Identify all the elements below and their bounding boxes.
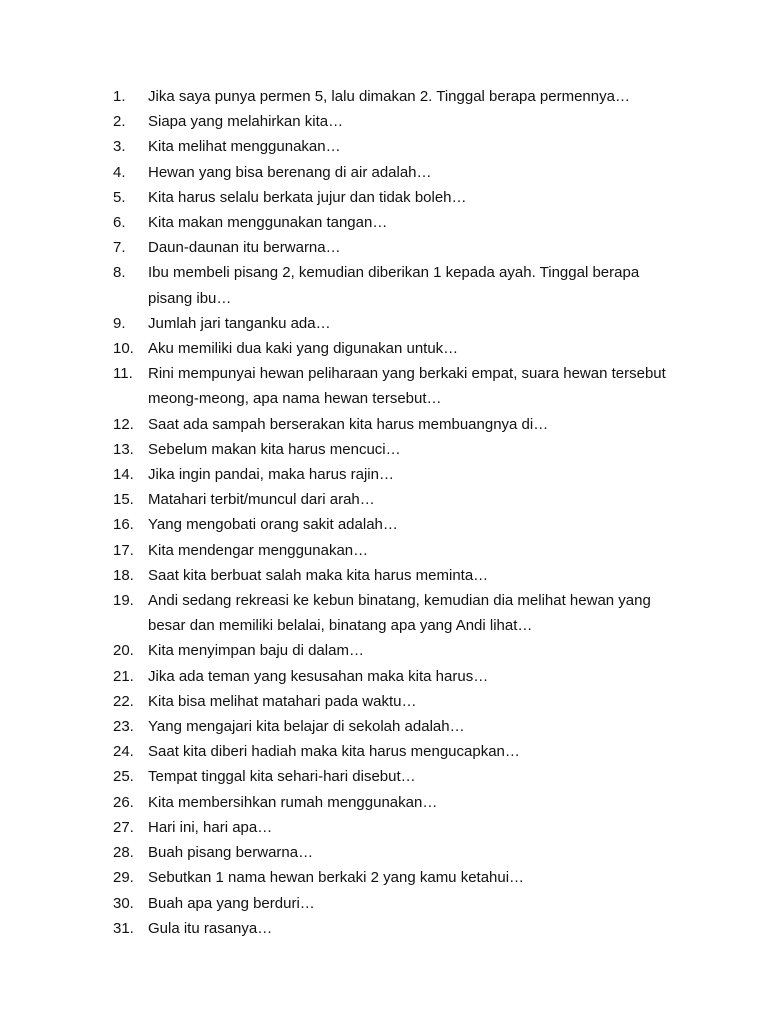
question-number: 8.: [113, 264, 126, 282]
question-number: 11.: [113, 365, 133, 383]
question-number: 24.: [113, 743, 134, 761]
question-item: [113, 512, 683, 537]
question-item: [113, 84, 683, 109]
question-number: 20.: [113, 642, 134, 660]
question-number: 27.: [113, 818, 134, 836]
question-text: Andi sedang rekreasi ke kebun binatang, kemudian dia melihat hewan yang besar dan memiliki belalai, binatang apa yang Andi lihat…: [148, 592, 651, 635]
question-item: [113, 160, 683, 185]
question-item: [113, 210, 683, 235]
question-number: 15.: [113, 491, 134, 509]
question-text: Aku memiliki dua kaki yang digunakan untuk…: [148, 340, 459, 358]
question-number: 31.: [113, 919, 134, 937]
question-text: Jika ingin pandai, maka harus rajin…: [148, 466, 394, 484]
question-item: [113, 538, 683, 563]
question-text: Hari ini, hari apa…: [148, 818, 273, 836]
question-text: Saat kita diberi hadiah maka kita harus mengucapkan…: [148, 743, 520, 761]
question-number: 16.: [113, 516, 134, 534]
question-number: 2.: [113, 113, 126, 131]
question-number: 25.: [113, 768, 134, 786]
question-item: [113, 336, 683, 361]
question-number: 14.: [113, 466, 134, 484]
question-item: [113, 311, 683, 336]
question-item: [113, 185, 683, 210]
question-text: Jika ada teman yang kesusahan maka kita harus…: [148, 667, 489, 685]
question-text: Kita melihat menggunakan…: [148, 138, 341, 156]
question-text: Siapa yang melahirkan kita…: [148, 113, 344, 131]
question-text: Kita harus selalu berkata jujur dan tidak boleh…: [148, 188, 467, 206]
question-item: [113, 689, 683, 714]
question-text: Rini mempunyai hewan peliharaan yang berkaki empat, suara hewan tersebut meong-meong, apa nama hewan tersebut…: [148, 365, 666, 408]
question-item: [113, 840, 683, 865]
question-text: Ibu membeli pisang 2, kemudian diberikan 1 kepada ayah. Tinggal berapa pisang ibu…: [148, 264, 640, 307]
question-item: [113, 664, 683, 689]
question-list: [113, 84, 683, 941]
question-number: 7.: [113, 239, 126, 257]
question-text: Jumlah jari tanganku ada…: [148, 314, 331, 332]
question-number: 28.: [113, 844, 134, 862]
question-item: [113, 638, 683, 663]
question-item: [113, 815, 683, 840]
question-number: 10.: [113, 340, 134, 358]
question-number: 4.: [113, 163, 126, 181]
question-item: [113, 134, 683, 159]
question-text: Daun-daunan itu berwarna…: [148, 239, 341, 257]
question-item: [113, 235, 683, 260]
question-text: Gula itu rasanya…: [148, 919, 273, 937]
question-text: Hewan yang bisa berenang di air adalah…: [148, 163, 432, 181]
question-number: 22.: [113, 692, 134, 710]
question-text: Jika saya punya permen 5, lalu dimakan 2. Tinggal berapa permennya…: [148, 88, 630, 105]
question-text: Yang mengajari kita belajar di sekolah adalah…: [148, 718, 465, 736]
question-item: [113, 714, 683, 739]
question-number: 13.: [113, 440, 134, 458]
question-text: Kita mendengar menggunakan…: [148, 541, 369, 559]
question-item: [113, 487, 683, 512]
question-number: 12.: [113, 415, 134, 433]
question-number: 26.: [113, 793, 134, 811]
question-text: Saat kita berbuat salah maka kita harus meminta…: [148, 566, 489, 584]
question-number: 5.: [113, 188, 126, 206]
question-text: Kita bisa melihat matahari pada waktu…: [148, 692, 417, 710]
question-item: [113, 891, 683, 916]
question-text: Buah apa yang berduri…: [148, 894, 315, 912]
question-number: 29.: [113, 869, 134, 887]
question-item: [113, 865, 683, 890]
question-item: [113, 260, 683, 310]
question-item: [113, 916, 683, 941]
question-number: 21.: [113, 667, 134, 685]
question-text: Saat ada sampah berserakan kita harus membuangnya di…: [148, 415, 549, 433]
question-number: 9.: [113, 314, 126, 332]
question-item: [113, 764, 683, 789]
question-item: [113, 739, 683, 764]
question-number: 23.: [113, 718, 134, 736]
question-text: Tempat tinggal kita sehari-hari disebut…: [148, 768, 416, 786]
question-number: 17.: [113, 541, 134, 559]
question-text: Sebutkan 1 nama hewan berkaki 2 yang kamu ketahui…: [148, 869, 525, 887]
question-item: [113, 462, 683, 487]
question-item: [113, 412, 683, 437]
question-number: 1.: [113, 88, 126, 105]
question-number: 30.: [113, 894, 134, 912]
question-item: [113, 588, 683, 638]
question-text: Sebelum makan kita harus mencuci…: [148, 440, 401, 458]
question-text: Kita menyimpan baju di dalam…: [148, 642, 364, 660]
question-number: 19.: [113, 592, 134, 610]
question-item: [113, 361, 683, 411]
question-number: 18.: [113, 566, 134, 584]
question-item: [113, 437, 683, 462]
question-text: Matahari terbit/muncul dari arah…: [148, 491, 375, 509]
question-number: 6.: [113, 214, 126, 232]
question-text: Buah pisang berwarna…: [148, 844, 314, 862]
question-number: 3.: [113, 138, 126, 156]
question-item: [113, 790, 683, 815]
question-text: Kita membersihkan rumah menggunakan…: [148, 793, 438, 811]
question-text: Yang mengobati orang sakit adalah…: [148, 516, 398, 534]
question-item: [113, 563, 683, 588]
question-item: [113, 109, 683, 134]
question-text: Kita makan menggunakan tangan…: [148, 214, 388, 232]
